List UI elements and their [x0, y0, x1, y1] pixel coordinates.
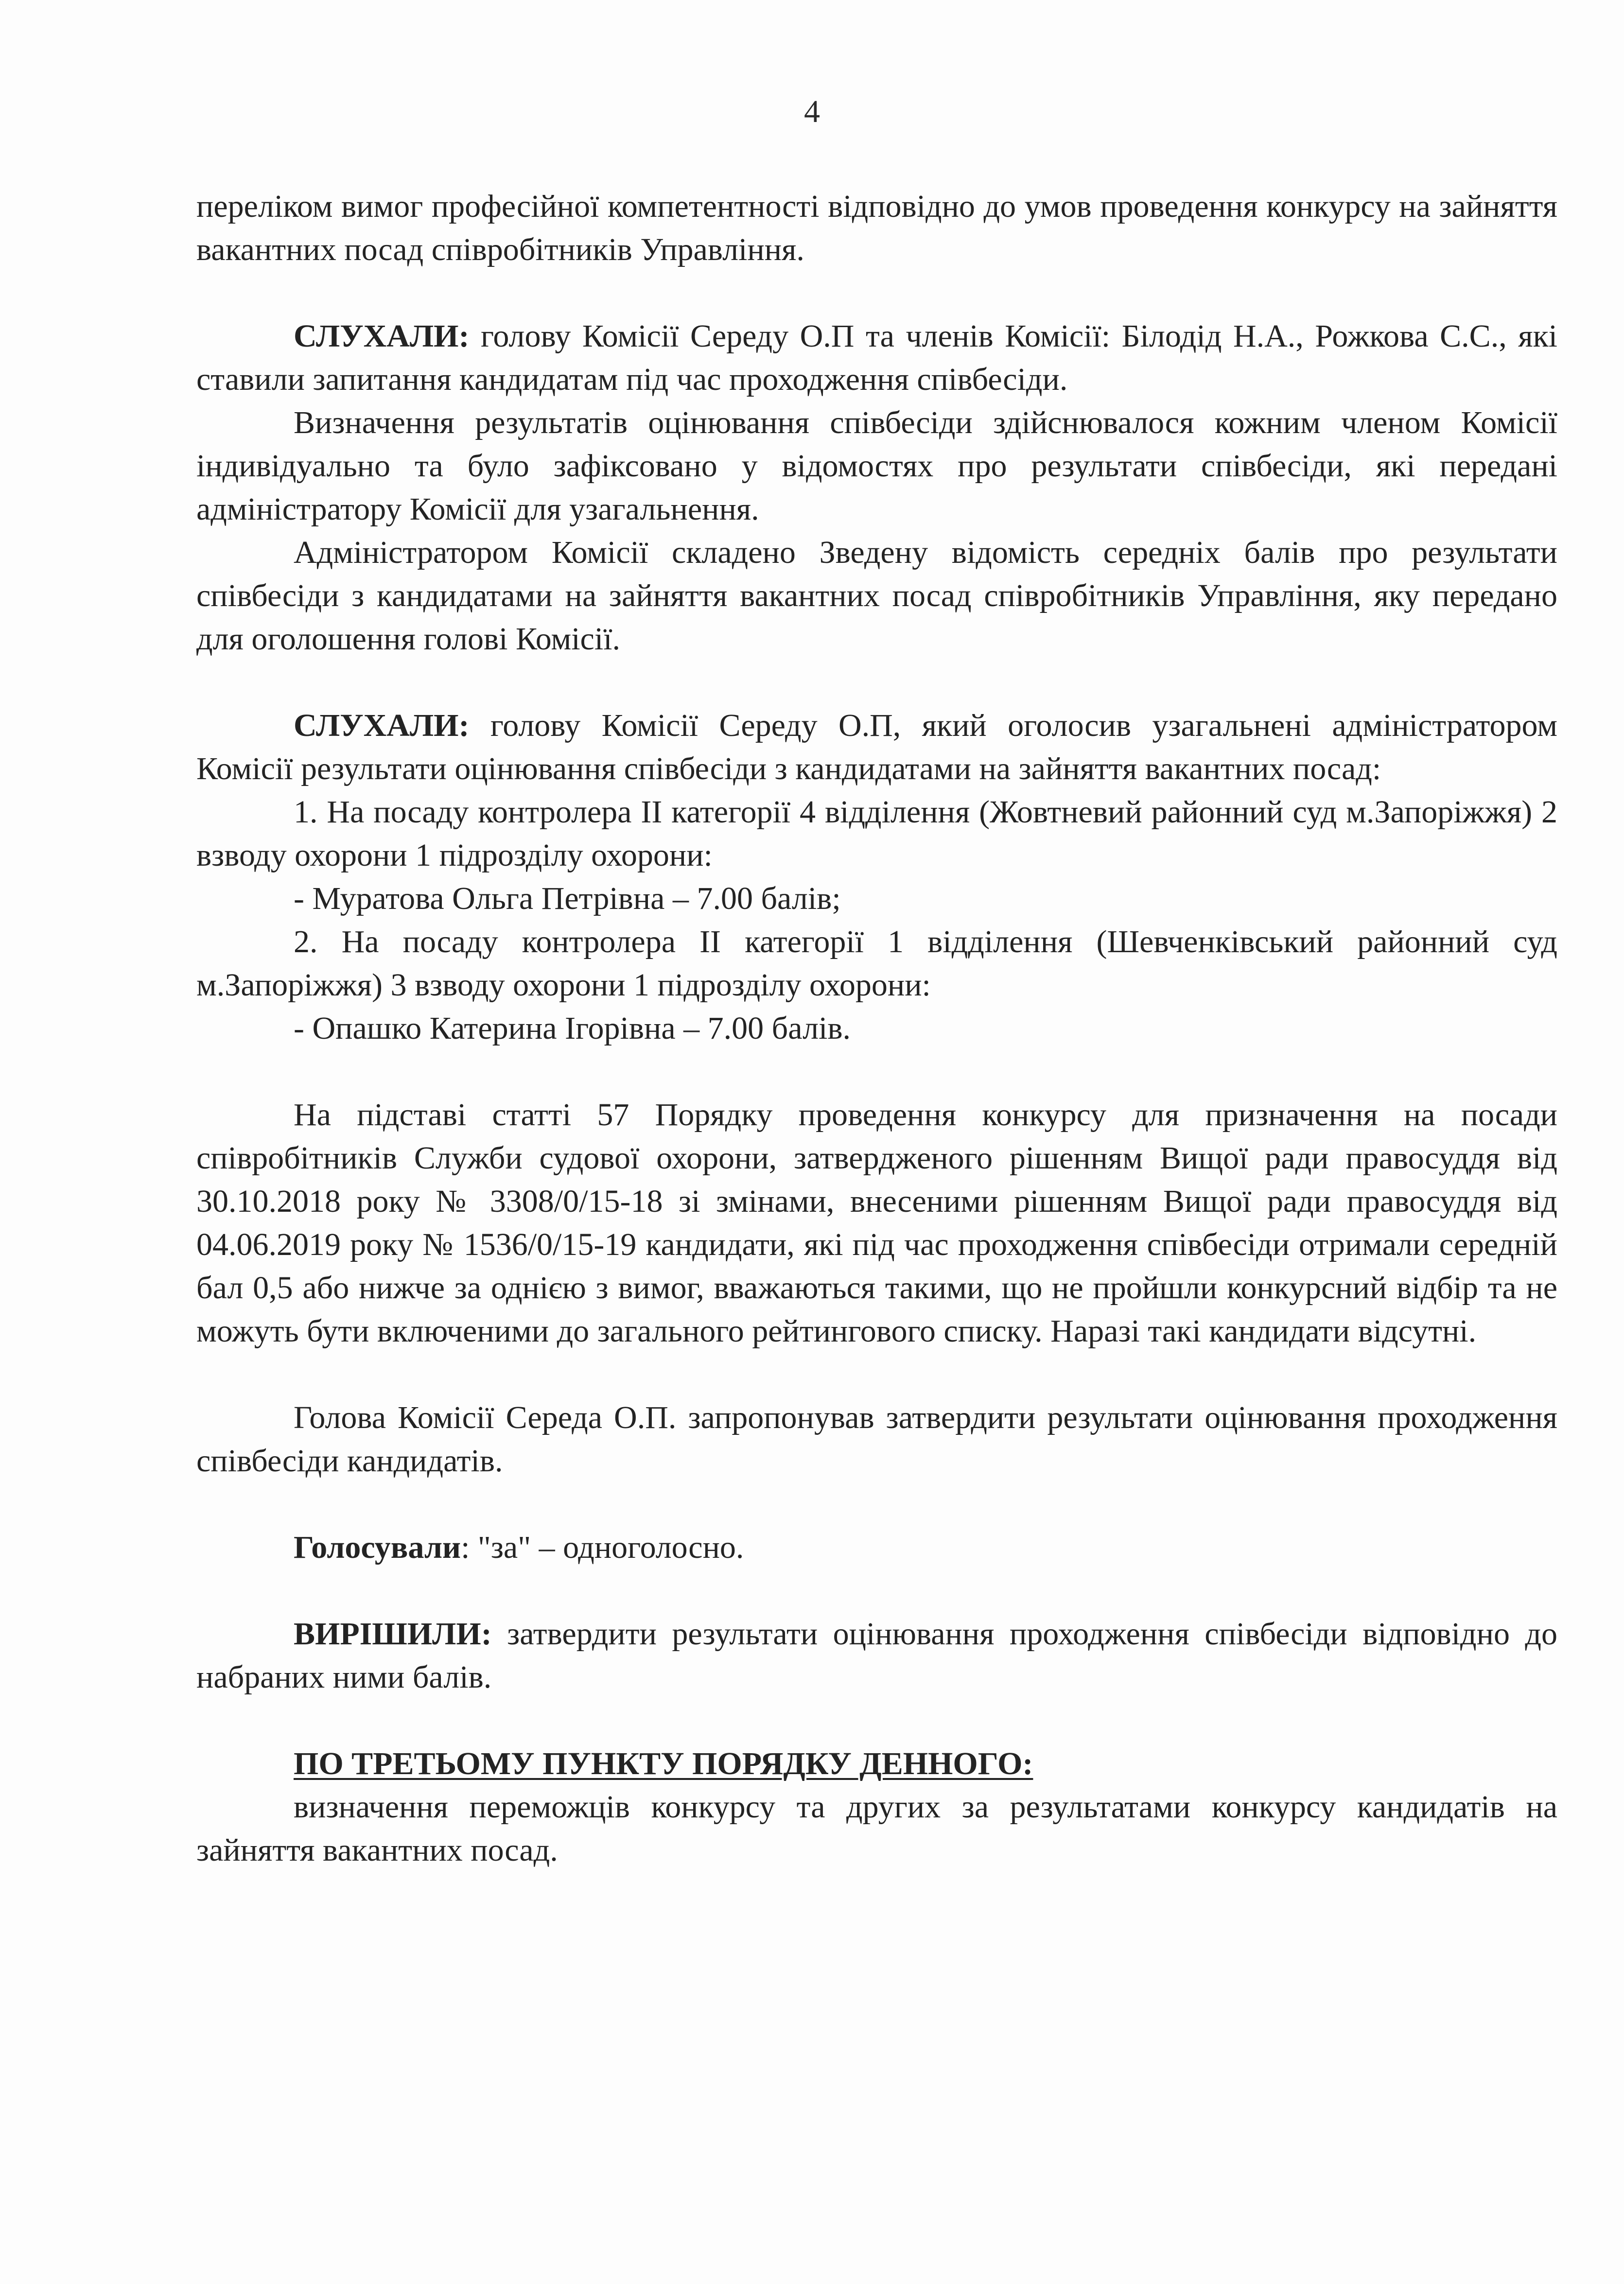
- list-item-candidate-1: - Муратова Ольга Петрівна – 7.00 балів;: [294, 881, 841, 916]
- paragraph-heard-questions: [196, 314, 1557, 401]
- decision-label: ВИРІШИЛИ:: [294, 1616, 492, 1652]
- list-item-position-2: 2. На посаду контролера ІІ категорії 1 відділення (Шевченківський районний суд м.Запоріжжя) 3 взводу охорони 1 підрозділу охорони:: [196, 924, 1557, 1003]
- list-item-candidate-2: - Опашко Катерина Ігорівна – 7.00 балів.: [294, 1011, 851, 1046]
- paragraph-chair-proposal: Голова Комісії Середа О.П. запропонував затвердити результати оцінювання проходження співбесіди кандидатів.: [196, 1400, 1557, 1479]
- document-body: [196, 185, 1557, 1872]
- decision-text: затвердити результати оцінювання проходження співбесіди відповідно до набраних ними балів.: [196, 1616, 1557, 1695]
- voting-label: Голосували: [294, 1530, 461, 1565]
- section-heading-third-item: [196, 1742, 1557, 1785]
- page-number: 4: [804, 94, 820, 129]
- voting-text: : "за" – одноголосно.: [461, 1530, 744, 1565]
- paragraph-winners: визначення переможців конкурсу та других за результатами конкурсу кандидатів на зайняття вакантних посад.: [196, 1789, 1557, 1868]
- list-item-position-1: 1. На посаду контролера ІІ категорії 4 відділення (Жовтневий районний суд м.Запоріжжя) 2 взводу охорони 1 підрозділу охорони:: [196, 794, 1557, 873]
- paragraph-competence-requirements: переліком вимог професійної компетентності відповідно до умов проведення конкурсу на зайняття вакантних посад співробітників Управління.: [196, 189, 1557, 267]
- paragraph-decision: [196, 1612, 1557, 1699]
- paragraph-evaluation: Визначення результатів оцінювання співбесіди здійснювалося кожним членом Комісії індивідуально та було зафіксовано у відомостях про результати співбесіди, які передані адміністратору Комісії для узагальнення.: [196, 405, 1557, 527]
- heard-label: СЛУХАЛИ:: [294, 318, 470, 354]
- heard-text: голову Комісії Середу О.П, який оголосив узагальнені адміністратором Комісії результати оцінювання співбесіди з кандидатами на зайняття вакантних посад:: [196, 708, 1557, 786]
- heard-text: голову Комісії Середу О.П та членів Комісії: Білодід Н.А., Рожкова С.С., які ставили запитання кандидатам під час проходження співбесіди.: [196, 318, 1557, 397]
- paragraph-legal-basis: На підставі статті 57 Порядку проведення конкурсу для призначення на посади співробітників Служби судової охорони, затвердженого рішенням Вищої ради правосуддя від 30.10.2018 року № 3308/0/15-18 зі змінами, внесеними рішенням Вищої ради правосуддя від 04.06.2019 року № 1536/0/15-19 кандидати, які під час проходження співбесіди отримали середній бал 0,5 або нижче за однією з вимог, вважаються такими, що не пройшли конкурсний відбір та не можуть бути включеними до загального рейтингового списку. Наразі такі кандидати відсутні.: [196, 1097, 1557, 1349]
- paragraph-voting: [196, 1526, 1557, 1569]
- paragraph-heard-results: [196, 704, 1557, 790]
- heard-label: СЛУХАЛИ:: [294, 708, 470, 743]
- heading-third-item: ПО ТРЕТЬОМУ ПУНКТУ ПОРЯДКУ ДЕННОГО:: [294, 1746, 1033, 1781]
- paragraph-summary-sheet: Адміністратором Комісії складено Зведену відомість середніх балів про результати співбесіди з кандидатами на зайняття вакантних посад співробітників Управління, яку передано для оголошення голові Комісії.: [196, 535, 1557, 657]
